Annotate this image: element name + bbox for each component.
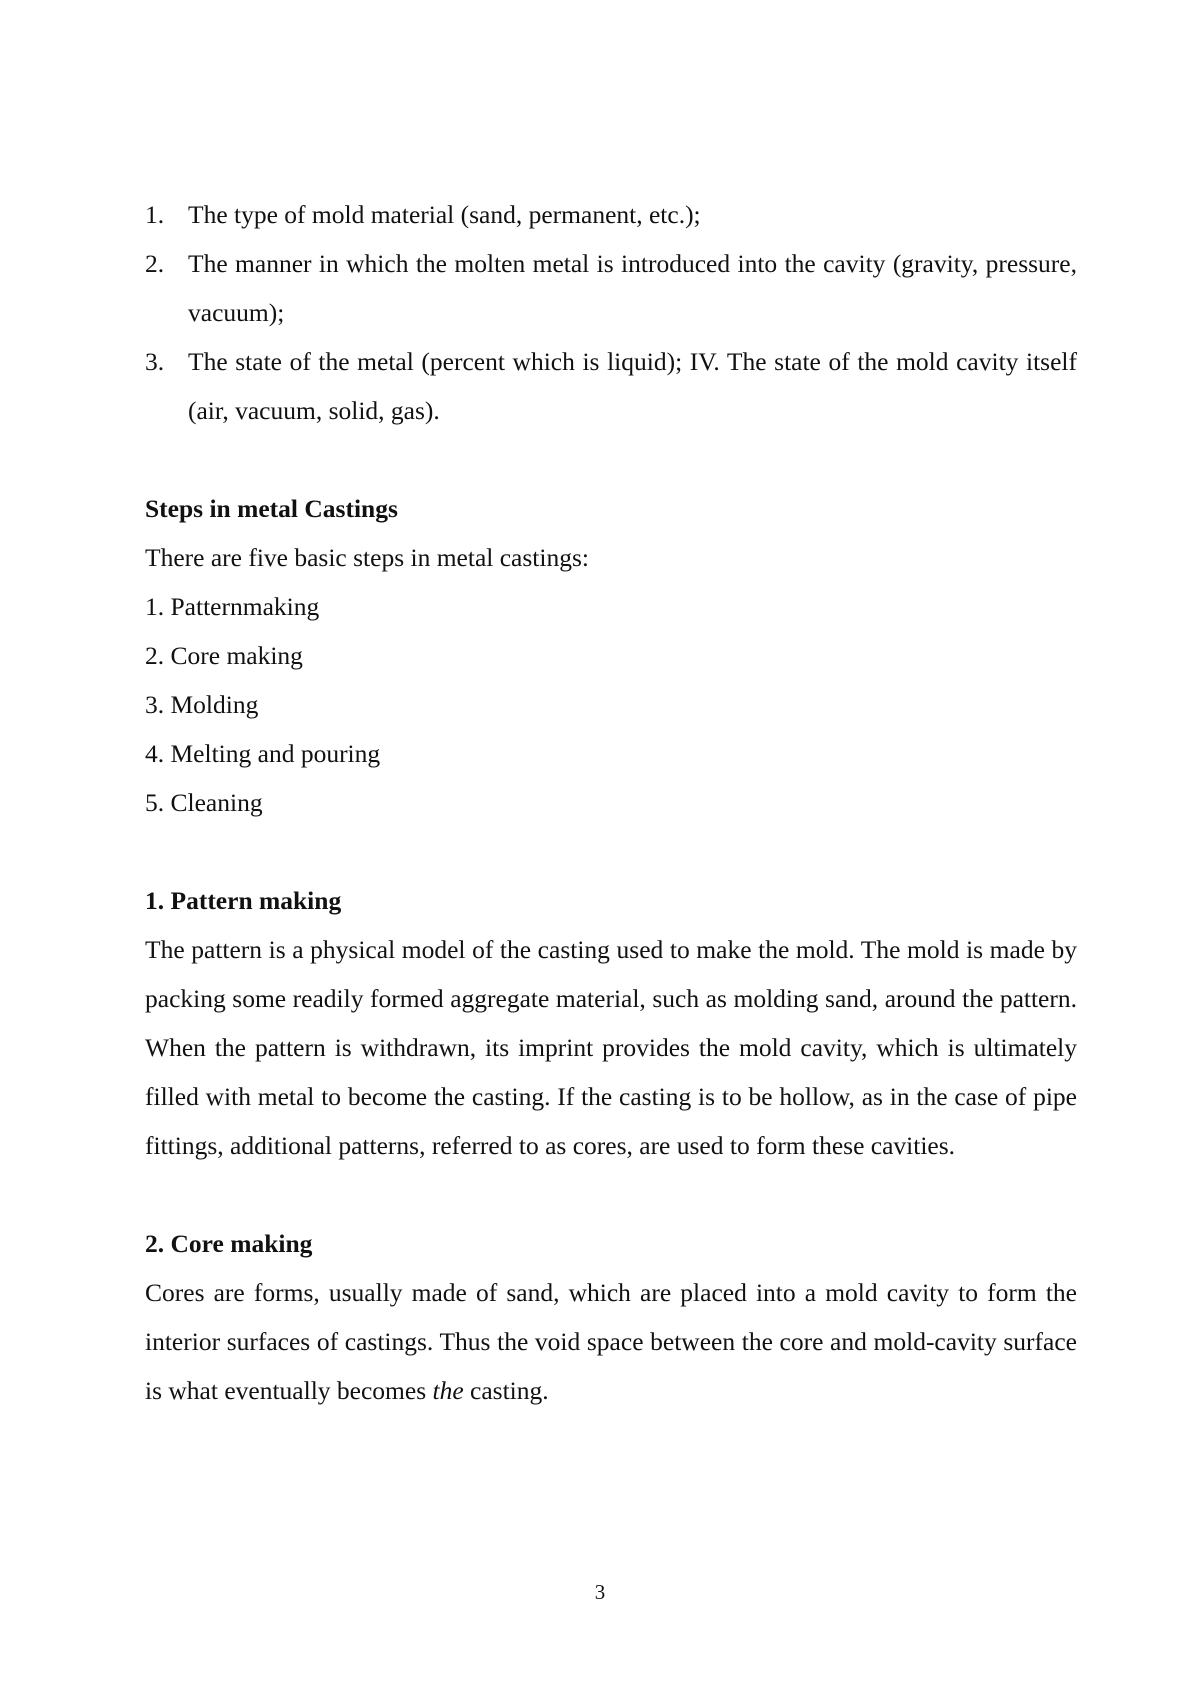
list-item-text: The manner in which the molten metal is introduced into the cavity (gravity, pressure, vacuum); <box>188 249 1077 327</box>
core-making-body-text: Cores are forms, usually made of sand, which are placed into a mold cavity to form the interior surfaces of castings. Thus the void space between the core and mold-cavity surface is what eventually becomes <box>145 1278 1077 1405</box>
pattern-making-body: The pattern is a physical model of the casting used to make the mold. The mold is made by packing some readily formed aggregate material, such as molding sand, around the pattern. When the pattern is withdrawn, its imprint provides the mold cavity, which is ultimately filled with metal to become the casting. If the casting is to be hollow, as in the case of pipe fittings, additional patterns, referred to as cores, are used to form these cavities. <box>145 935 1077 1160</box>
core-making-body-end: casting. <box>463 1376 549 1405</box>
list-item: 5. Cleaning <box>145 788 263 817</box>
list-item: 3. Molding <box>145 690 259 719</box>
list-item-text: The state of the metal (percent which is liquid); IV. The state of the mold cavity itself (air, vacuum, solid, gas). <box>188 347 1077 425</box>
steps-list <box>145 582 1077 827</box>
list-item <box>145 190 1077 239</box>
list-item <box>145 239 1077 337</box>
list-item-text: The type of mold material (sand, permanent, etc.); <box>188 200 701 229</box>
list-item: 1. Patternmaking <box>145 592 320 621</box>
core-making-body <box>145 1268 1077 1415</box>
list-item: 2. Core making <box>145 641 303 670</box>
spacer <box>145 827 1077 876</box>
steps-intro: There are five basic steps in metal castings: <box>145 543 589 572</box>
page-content <box>145 190 1077 1415</box>
list-item <box>145 337 1077 435</box>
page-number: 3 <box>594 1580 606 1604</box>
steps-heading: Steps in metal Castings <box>145 494 398 523</box>
casting-classification-list <box>145 190 1077 435</box>
spacer <box>145 1170 1077 1219</box>
core-making-body-italic: the <box>432 1376 464 1405</box>
pattern-making-heading: 1. Pattern making <box>145 886 342 915</box>
list-item-number: 3. <box>145 347 165 376</box>
spacer <box>145 435 1077 484</box>
list-item: 4. Melting and pouring <box>145 739 381 768</box>
list-item-number: 1. <box>145 200 165 229</box>
core-making-heading: 2. Core making <box>145 1229 313 1258</box>
list-item-number: 2. <box>145 249 165 278</box>
